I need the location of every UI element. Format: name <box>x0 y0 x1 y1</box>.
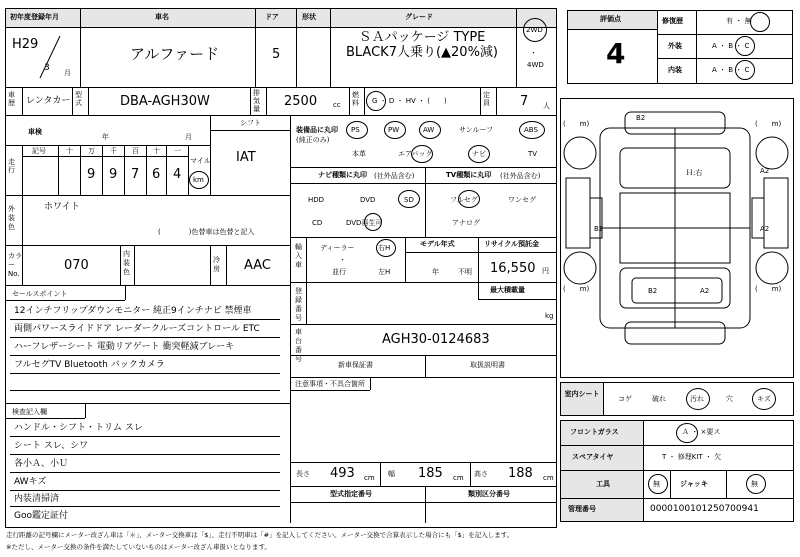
max-load-label: 最大積載量 <box>490 286 525 294</box>
exterior-grade-options: A ・ B ・ C <box>712 42 750 50</box>
width-label: 幅 <box>388 470 395 478</box>
drive-sep: ・ <box>530 49 537 57</box>
chassis-value: AGH30-0124683 <box>382 332 490 347</box>
new-car-warranty: 新車保証書 <box>338 361 373 369</box>
rating-value: 4 <box>606 37 626 70</box>
mgmt-label: 管理番号 <box>568 505 596 513</box>
windshield-options: Ａ ・ ×要ス <box>682 428 721 436</box>
navi-hdd: HDD <box>308 196 325 204</box>
digit-header-6: 一 <box>174 147 181 155</box>
seat-tear: 破れ <box>652 395 666 403</box>
shift-value: IAT <box>236 150 256 165</box>
selling-line-0: 12インチフリップダウンモニター 純正9インチナビ 禁煙車 <box>14 306 252 316</box>
shaken-label: 車検 <box>28 128 42 136</box>
digit-header-5: 十 <box>153 147 160 155</box>
navi-dvdplay: DVD再生可 <box>346 219 383 227</box>
inspector-line-2: 各小Ａ、小Ｕ <box>14 459 69 469</box>
diag-label-5: B2 <box>648 287 658 295</box>
jack-value: 無 <box>751 480 758 488</box>
mileage-digit-4: 4 <box>173 167 182 182</box>
category-number-label: 類別区分番号 <box>468 490 510 498</box>
inspector-notes-label: 検査記入欄 <box>12 408 47 416</box>
diagram-m-bl: ( m) <box>563 285 590 293</box>
height-label: 高さ <box>474 470 488 478</box>
repair-options: 有 ・ 無 <box>726 17 752 25</box>
ac-label: 冷房 <box>213 256 220 273</box>
navi-cd: CD <box>312 219 323 227</box>
model-value: DBA-AGH30W <box>120 94 210 109</box>
seat-stain: 汚れ <box>690 395 704 403</box>
diag-label-6: A2 <box>700 287 710 295</box>
navi-sd: SD <box>404 196 414 204</box>
eq-ps: PS <box>351 126 360 134</box>
capacity-value: 7 <box>520 94 529 109</box>
width-value: 185 <box>418 466 443 481</box>
tv-sub: (社外品含む) <box>500 172 541 180</box>
digit-header-2: 万 <box>88 147 95 155</box>
height-value: 188 <box>508 466 533 481</box>
door-label: ドア <box>265 13 279 21</box>
mileage-digit-3: 6 <box>152 167 161 182</box>
inspector-line-4: 内装清掃済 <box>14 494 60 504</box>
equipment-label: 装備品に丸印 <box>296 126 338 134</box>
notes-label: 注意事項・不具合箇所 <box>295 380 365 388</box>
height-unit: cm <box>543 474 554 482</box>
shaken-month-unit: 月 <box>185 133 192 141</box>
door-count: 5 <box>272 47 281 62</box>
mgmt-value: 0000100101250700941 <box>650 504 759 514</box>
km-label: km <box>193 176 204 184</box>
tv-fullseg: フルセグ <box>450 196 478 204</box>
diag-label-1: B2 <box>594 225 604 233</box>
tools-label: 工具 <box>596 480 610 488</box>
tv-label: TV種類に丸印 <box>446 171 492 179</box>
jack-label: ジャッキ <box>680 480 708 488</box>
fuel-label: 燃料 <box>352 91 359 107</box>
import-dealer: ディーラー <box>320 244 355 252</box>
import-sep: ・ <box>339 256 346 264</box>
rating-label: 評価点 <box>600 15 621 23</box>
eq-leather: 本革 <box>352 150 366 158</box>
import-right: 右H <box>378 244 391 252</box>
tv-oneseg: ワンセグ <box>508 196 536 204</box>
digit-header-4: 百 <box>132 147 139 155</box>
selling-points-label: セールスポイント <box>12 290 68 298</box>
selling-line-3: フルセグTV Bluetooth バックカメラ <box>14 360 165 370</box>
diagram-m-tl: ( m) <box>563 120 590 128</box>
type-number-label: 型式指定番号 <box>330 490 372 498</box>
tv-analog: アナログ <box>452 219 480 227</box>
displacement-unit: cc <box>333 101 341 109</box>
car-name: アルファード <box>130 45 220 63</box>
drive-2wd: 2WD <box>526 26 543 34</box>
tools-value: 無 <box>653 480 660 488</box>
mileage-digit-2: 7 <box>131 167 140 182</box>
navi-sub: (社外品含む) <box>374 172 415 180</box>
eq-tv: TV <box>528 150 538 158</box>
model-year-label: モデル年式 <box>420 240 455 248</box>
seat-hole: 穴 <box>726 395 733 403</box>
import-parallel: 並行 <box>332 268 346 276</box>
diag-label-0: B2 <box>636 114 646 122</box>
first-reg-label: 初年度登録年月 <box>10 13 59 21</box>
max-load-unit: kg <box>545 312 554 320</box>
exterior-label: 外装色 <box>8 205 15 231</box>
grade-label: グレード <box>405 13 433 21</box>
selling-line-1: 両側パワースライドドア レーダークルーズコントロール ETC <box>14 324 260 334</box>
length-unit: cm <box>364 474 375 482</box>
exterior-grade-label: 外装 <box>668 42 682 50</box>
first-reg-era: H29 <box>12 37 39 52</box>
mile-label: マイル <box>190 157 211 165</box>
use-value: レンタカー <box>26 96 71 106</box>
interior-grade-options: A ・ B ・ C <box>712 66 750 74</box>
eq-aw: AW <box>423 126 435 134</box>
capacity-unit: 人 <box>543 102 550 110</box>
digit-header-0: 記号 <box>32 147 46 155</box>
manual: 取扱説明書 <box>470 361 505 369</box>
length-label: 長さ <box>296 470 310 478</box>
interior-grade-label: 内装 <box>668 66 682 74</box>
diagram-m-tr: ( m) <box>755 120 782 128</box>
length-value: 493 <box>330 466 355 481</box>
interior-seat-label: 室内シート <box>564 390 600 398</box>
color-no-value: 070 <box>64 258 89 273</box>
digit-header-3: 千 <box>110 147 117 155</box>
seat-burn: コゲ <box>618 395 632 403</box>
shape-label: 形状 <box>302 13 316 21</box>
first-reg-month: 3 <box>44 63 50 73</box>
recycle-unit: 円 <box>542 267 549 275</box>
car-diagram <box>560 98 794 378</box>
mileage-digit-1: 9 <box>109 167 118 182</box>
diag-label-3: A2 <box>760 167 770 175</box>
diag-label-2: A2 <box>760 225 770 233</box>
windshield-label: フロントガラス <box>570 428 619 436</box>
model-label: 型式 <box>75 91 82 107</box>
inspector-line-1: シート スレ、シワ <box>14 441 89 451</box>
shaken-year-unit: 年 <box>102 133 109 141</box>
model-year-unit: 年 <box>432 268 439 276</box>
recycle-value: 16,550 <box>490 261 536 276</box>
shift-label: シフト <box>240 119 261 127</box>
eq-pw: PW <box>388 126 400 134</box>
diag-label-4: Ｈ:右 <box>686 169 703 177</box>
displacement-label: 排気量 <box>253 89 260 113</box>
mileage-digit-0: 9 <box>87 167 96 182</box>
recycle-label: リサイクル預託金 <box>484 240 540 248</box>
navi-label: ナビ種類に丸印 <box>318 171 367 179</box>
capacity-label: 定員 <box>483 91 490 107</box>
eq-abs: ABS <box>524 126 538 134</box>
seat-scratch: キズ <box>757 395 771 403</box>
grade-value: ＳＡパッケージ TYPE BLACK7人乗り(▲20%減) <box>345 30 499 60</box>
car-name-label: 車名 <box>155 13 169 21</box>
digit-header-1: 十 <box>66 147 73 155</box>
diagram-m-br: ( m) <box>755 285 782 293</box>
reg-no-label: 登録番号 <box>295 287 302 322</box>
inspector-line-0: ハンドル・シフト・トリム スレ <box>14 423 143 433</box>
eq-sunroof: サンルーフ <box>459 126 494 134</box>
inspector-line-5: Goo鑑定証付 <box>14 511 68 521</box>
footer-line-1: 走行距離の記号欄にメーター改ざん車は「＊」、メーター交換車は「$」、走行不明車は「#」を記入してください。メーター交換で合算表示した場合にも「$」を記入します。 <box>6 531 514 539</box>
use-label: 車歴 <box>8 91 15 107</box>
repair-none-circle <box>750 12 770 32</box>
chassis-label: 車台番号 <box>295 328 302 363</box>
spare-tire-options: T ・ 修理KIT ・ 欠 <box>662 453 722 461</box>
navi-dvd: DVD <box>360 196 376 204</box>
interior-color-label: 内装色 <box>123 250 130 276</box>
mileage-label: 走行 <box>8 158 15 174</box>
drive-4wd: 4WD <box>527 61 544 69</box>
repair-label: 修復歴 <box>662 17 683 25</box>
width-unit: cm <box>453 474 464 482</box>
eq-navi: ナビ <box>472 150 486 158</box>
fuel-options: G ・ D ・ HV ・ ( ) <box>372 97 447 105</box>
import-left: 左H <box>378 268 391 276</box>
ac-value: AAC <box>244 258 271 273</box>
eq-airbag: エアバック <box>398 150 433 158</box>
exterior-value: ホワイト <box>44 202 80 212</box>
spare-tire-label: スペアタイヤ <box>572 453 614 461</box>
selling-line-2: ハーフレザーシート 電動リアゲート 衝突軽減ブレーキ <box>14 342 235 352</box>
footer-line-2: ※ただし、メーター交換の条件を満たしていないものはメーター改ざん車扱いとなります。 <box>6 543 271 551</box>
equipment-sublabel: (純正のみ) <box>296 136 330 144</box>
first-reg-month-unit: 月 <box>64 69 71 77</box>
color-no-label: カラーNo. <box>8 252 22 278</box>
exterior-note: ( )色替車は色替と記入 <box>158 228 255 236</box>
inspector-line-3: AWキズ <box>14 477 47 487</box>
displacement-value: 2500 <box>284 94 318 109</box>
model-year-unknown: 不明 <box>458 268 472 276</box>
import-label: 輸入車 <box>295 243 302 269</box>
